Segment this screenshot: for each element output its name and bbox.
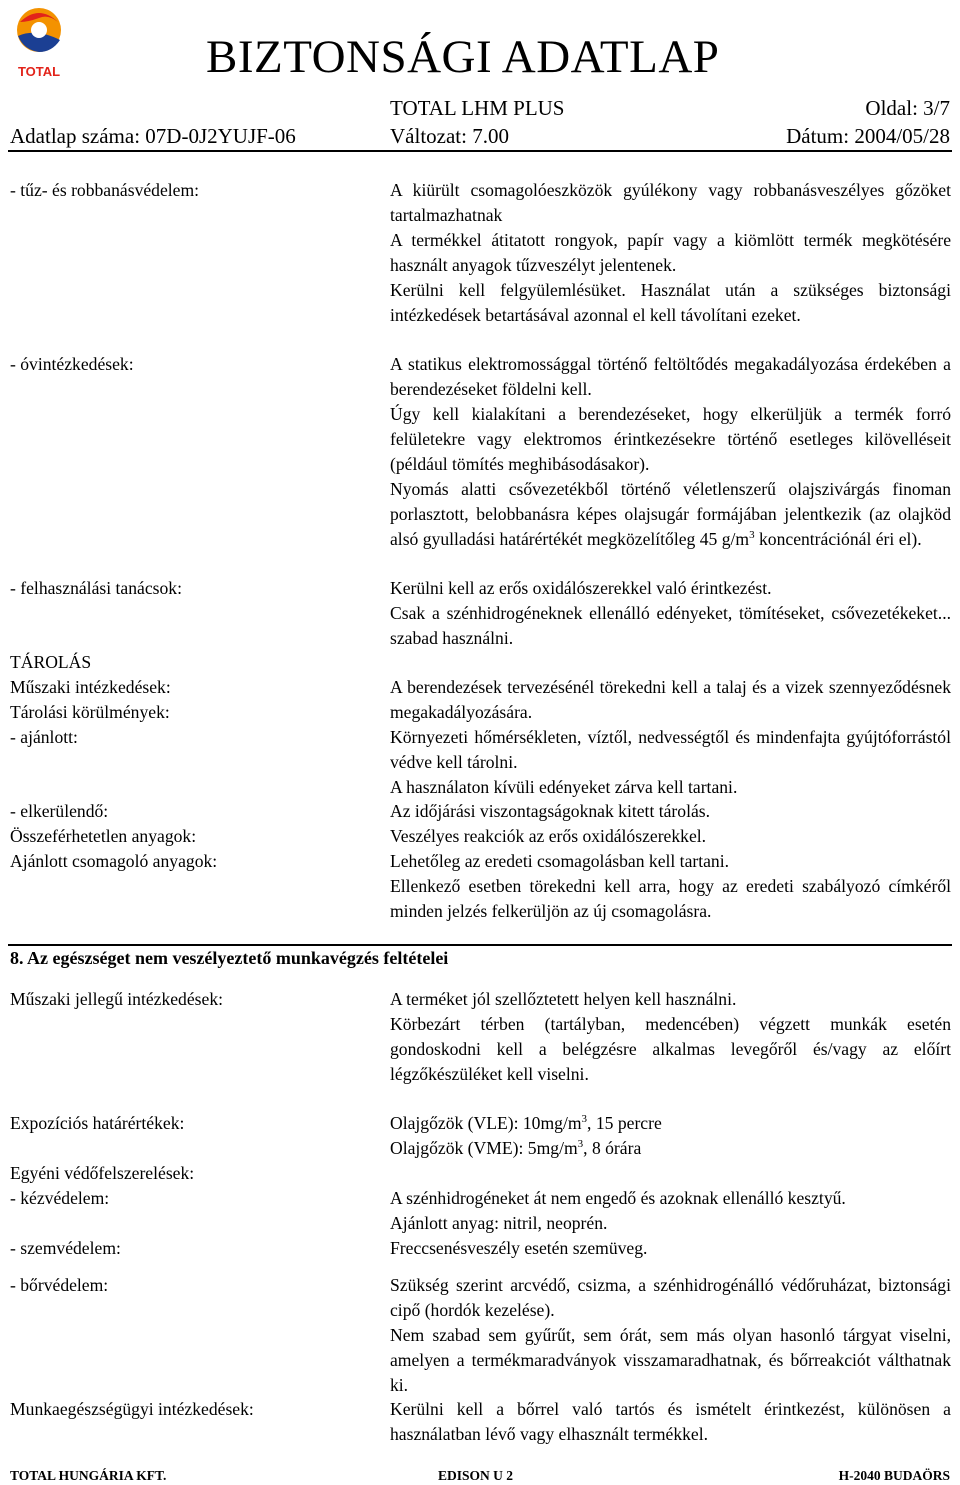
ppe-label: Egyéni védőfelszerelések: [10, 1163, 195, 1183]
footer-company: TOTAL HUNGÁRIA KFT. [10, 1468, 167, 1483]
usage-text: Kerülni kell az erős oxidálószerekkel való érintkezést. Csak a szénhidrogéneknek ellenálló edényeket, tömítéseket, csővezetékeket... szabad használni. [390, 578, 951, 648]
hand-label: - kézvédelem: [10, 1188, 110, 1208]
packaging-label: Ajánlott csomagoló anyagok: [10, 851, 218, 871]
page-number: Oldal: 3/7 [865, 96, 950, 120]
incompatible-label: Összeférhetetlen anyagok: [10, 826, 197, 846]
fire-label: - tűz- és robbanásvédelem: [10, 180, 200, 200]
incompatible-text: Veszélyes reakciók az erős oxidálószerekkel. [390, 826, 707, 846]
technical-label: Műszaki intézkedések: [10, 677, 171, 697]
section-8-title: 8. Az egészséget nem veszélyeztető munkavégzés feltételei [10, 948, 449, 968]
usage-label: - felhasználási tanácsok: [10, 578, 182, 598]
section-divider [8, 944, 952, 946]
technical-text: A berendezések tervezésénél törekedni kell a talaj és a vizek szennyeződésnek megakadályozására. [390, 677, 951, 722]
precautions-text: A statikus elektromossággal történő feltöltődés megakadályozása érdekében a berendezéseket földelni kell. Úgy kell kialakítani a berendezéseket, hogy elkerüljük a termék forró felületekre vagy elektromos érintkezésekre történő esetleges kilövelléseit (például tömítés meghibásodásakor). Nyomás alatti csővezetékből történő véletlenszerű olajszivárgás finoman porlasztott, belobbanásra képes olajsugár formájában jelentkezik (az olajköd alsó gyulladási határértékét megközelítőleg 45 $g/m^3$ koncentrációnál éri el). [390, 354, 951, 549]
sheet-number: Adatlap száma: 07D-0J2YUJF-06 [10, 124, 296, 148]
avoid-label: - elkerülendő: [10, 801, 109, 821]
hand-text: A szénhidrogéneket át nem engedő és azoknak ellenálló kesztyű. Ajánlott anyag: nitril, neoprén. [390, 1188, 846, 1233]
eye-text: Freccsenésveszély esetén szemüveg. [390, 1238, 648, 1258]
document-date: Dátum: 2004/05/28 [786, 124, 950, 148]
recommended-text: Környezeti hőmérsékleten, víztől, nedvességtől és mindenfajta gyújtóforrástól védve kell tárolni. A használaton kívüli edényeket zárva kell tartani. [390, 727, 951, 797]
packaging-text: Lehetőleg az eredeti csomagolásban kell tartani. Ellenkező esetben törekedni kell arra, hogy az eredeti szabályozó címkéről minden jelzés felkerüljön az új csomagolásra. [390, 851, 951, 921]
engineering-label: Műszaki jellegű intézkedések: [10, 989, 224, 1009]
engineering-text: A terméket jól szellőztetett helyen kell használni. Körbezárt térben (tartályban, medencében) végzett munkák esetén gondoskodni kell a belégzésre alkalmas levegőről és/vagy az előírt légzőkészüléket kell viselni. [390, 989, 951, 1084]
recommended-label: - ajánlott: [10, 727, 78, 747]
hygiene-label: Munkaegészségügyi intézkedések: [10, 1399, 254, 1419]
skin-text: Szükség szerint arcvédő, csizma, a szénhidrogénálló védőruházat, biztonsági cipő (hordók kezelése). Nem szabad sem gyűrűt, sem órát, sem más olyan hasonló tárgyat viselni, amelyen a termékmaradványok visszamaradhatnak, és bőrreakciót válthatnak ki. [390, 1275, 951, 1395]
document-title: BIZTONSÁGI ADATLAP [206, 31, 720, 83]
storage-heading: TÁROLÁS [10, 652, 92, 672]
avoid-text: Az időjárási viszontagságoknak kitett tárolás. [390, 801, 711, 821]
total-logo [8, 2, 70, 80]
precautions-label: - óvintézkedések: [10, 354, 134, 374]
header-divider [8, 150, 952, 152]
footer-city: H-2040 BUDAÖRS [838, 1468, 950, 1483]
footer-address: EDISON U 2 [438, 1468, 514, 1483]
version: Változat: 7.00 [390, 124, 509, 148]
fire-text: A kiürült csomagolóeszközök gyúlékony vagy robbanásveszélyes gőzöket tartalmazhatnak A termékkel átitatott rongyok, papír vagy a kiömlött termék megkötésére használt anyagok tűzveszélyt jelentenek. Kerülni kell felgyülemlésüket. Használat után a szükséges biztonsági intézkedések betartásával azonnal el kell távolítani ezeket. [390, 180, 951, 325]
hygiene-text: Kerülni kell a bőrrel való tartós és ismételt érintkezést, különösen a használatban lévő vagy elhasznált termékkel. [390, 1399, 951, 1444]
product-name: TOTAL LHM PLUS [390, 96, 565, 120]
eye-label: - szemvédelem: [10, 1238, 121, 1258]
skin-label: - bőrvédelem: [10, 1275, 109, 1295]
conditions-label: Tárolási körülmények: [10, 702, 170, 722]
exposure-text: Olajgőzök (VLE): $10mg/m^3$, 15 percre Olajgőzök (VME): $5mg/m^3$, 8 órára [390, 1113, 662, 1158]
exposure-label: Expozíciós határértékek: [10, 1113, 185, 1133]
svg-text:TOTAL: TOTAL [17, 64, 61, 79]
